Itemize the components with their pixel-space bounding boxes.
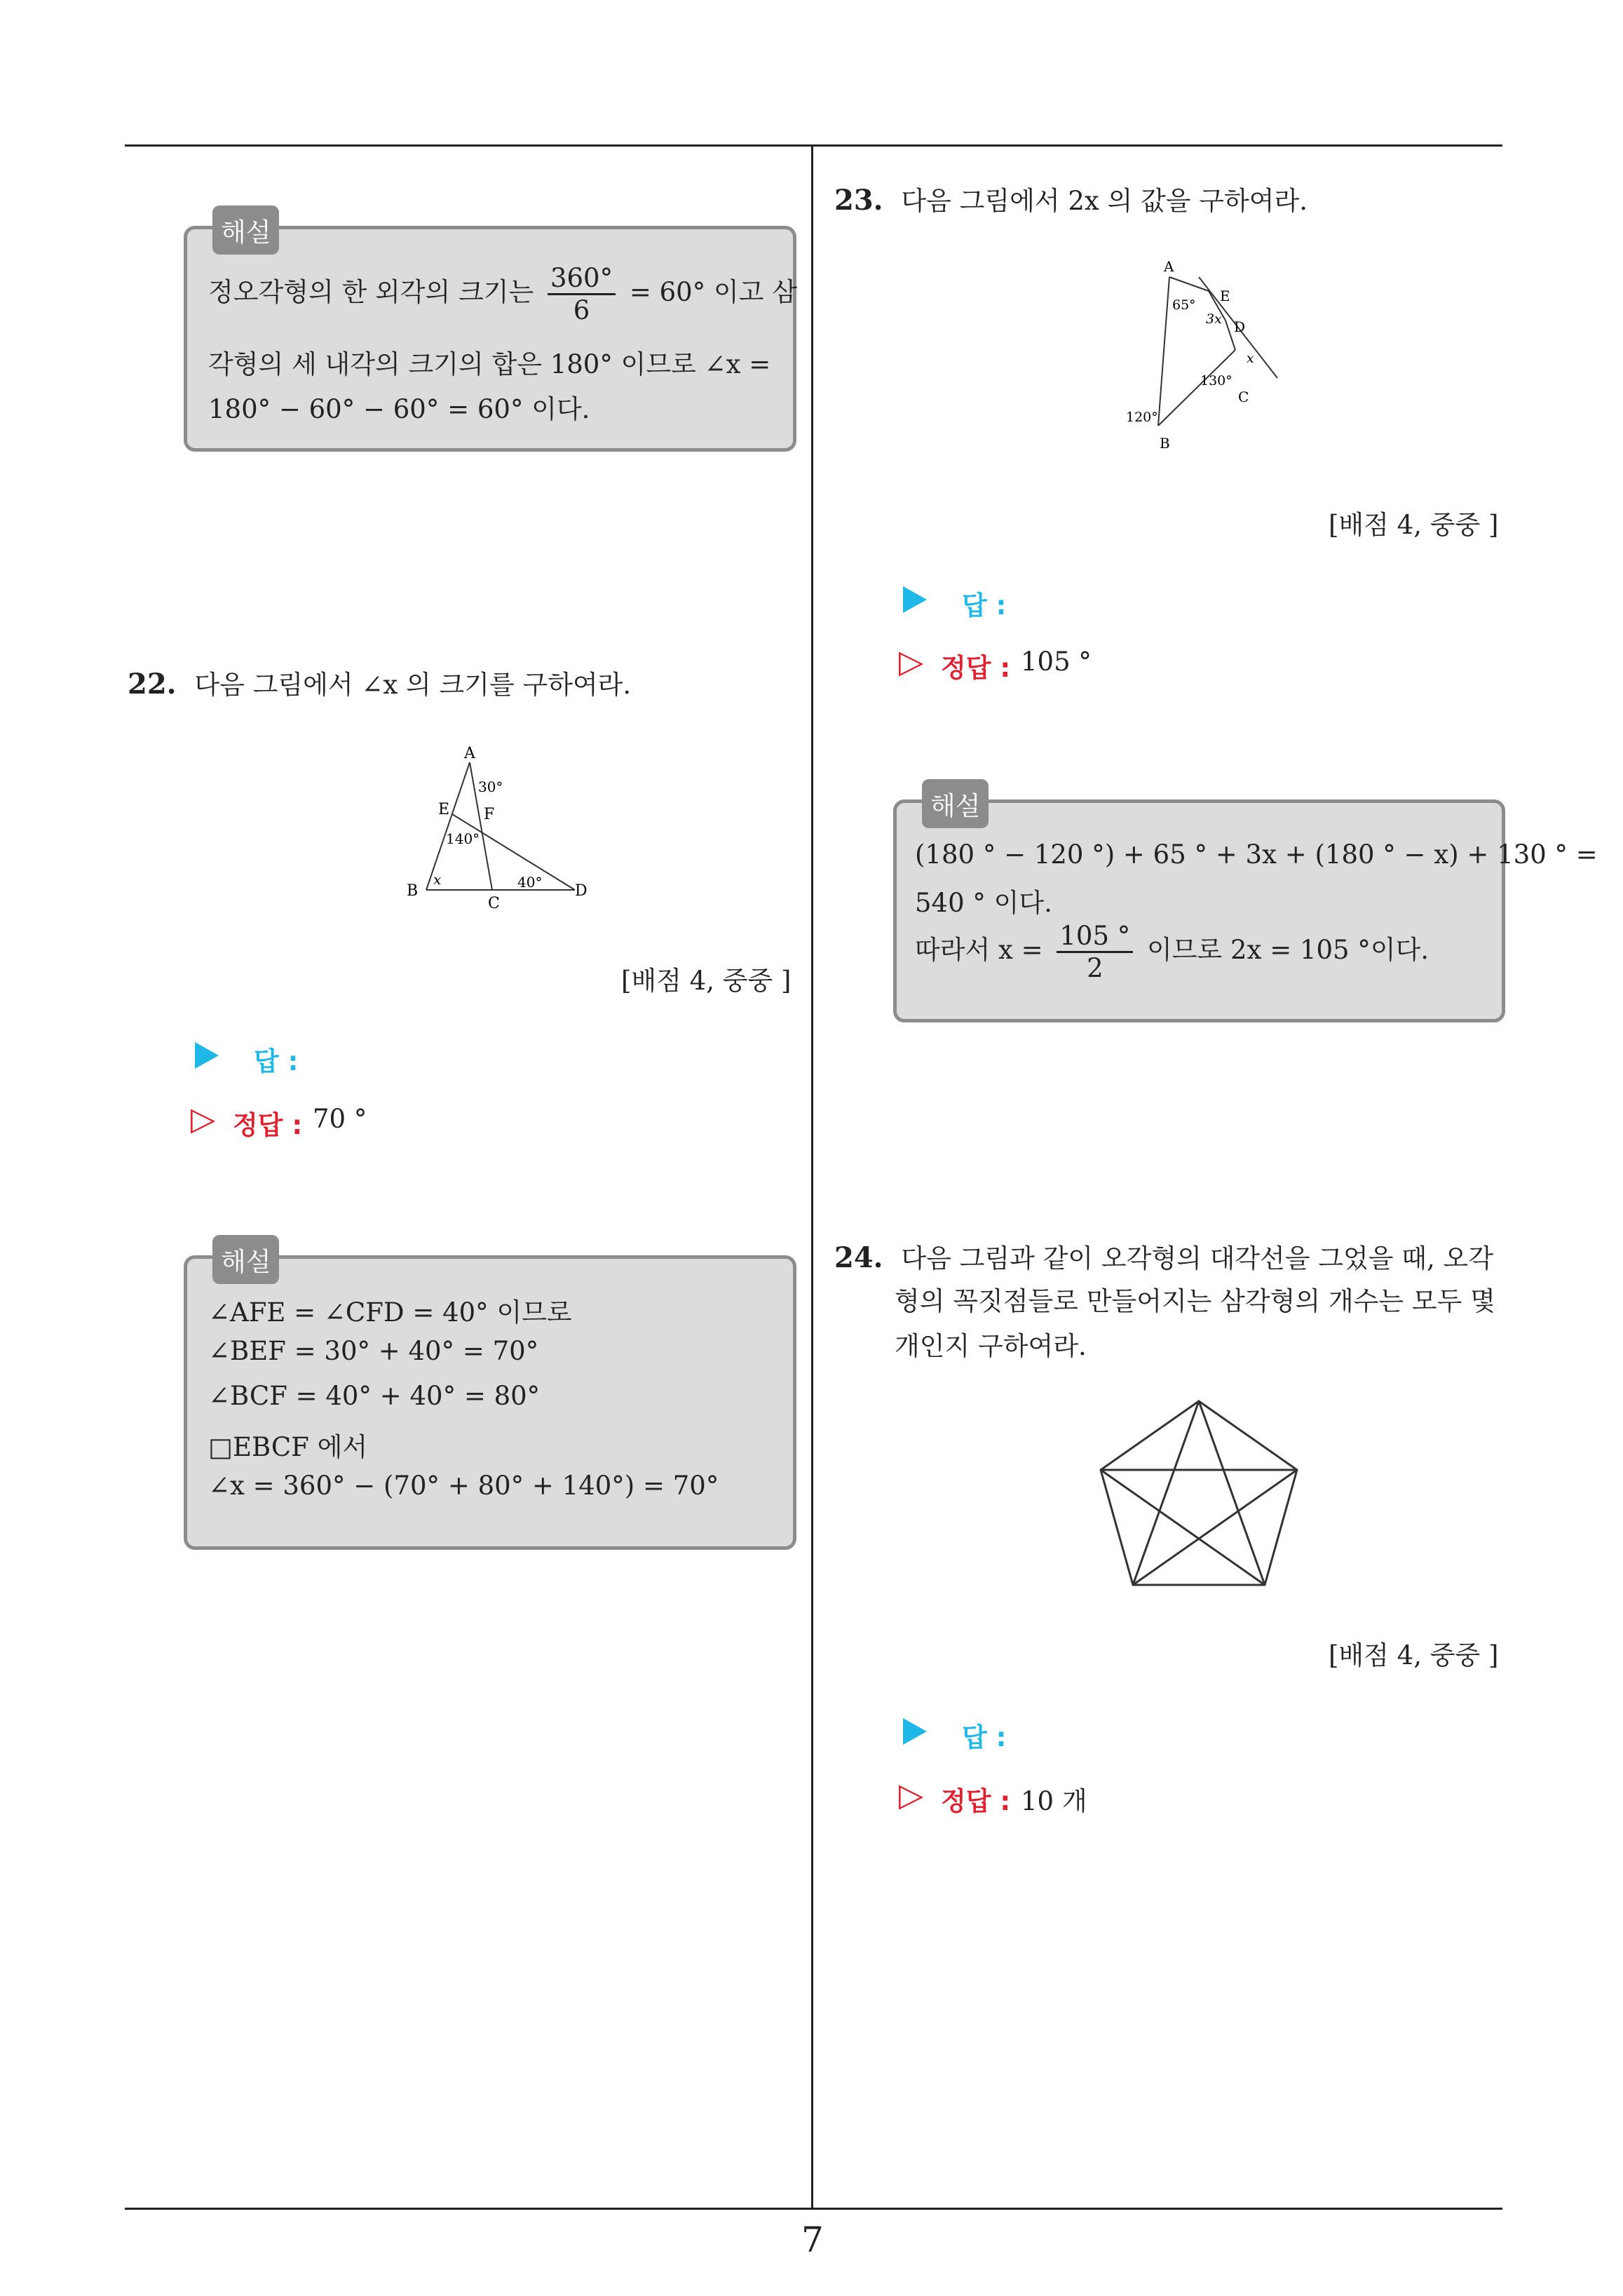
- solution-22-line: ∠BEF = 30° + 40° = 70°: [208, 1336, 539, 1366]
- correct-arrow-icon: ▷: [191, 1100, 216, 1137]
- correct-label: 정답 :: [941, 1786, 1011, 1816]
- label-D: D: [575, 882, 588, 900]
- question-22: [128, 668, 631, 701]
- solution-22-line: ∠BCF = 40° + 40° = 80°: [208, 1381, 541, 1411]
- label-D: D: [1234, 318, 1246, 335]
- figure-24-pentagon-diagonals: [1094, 1396, 1304, 1592]
- fraction-denominator: 2: [1087, 953, 1103, 983]
- question-number: 23.: [834, 184, 883, 217]
- solution-21-line-1: [208, 263, 797, 325]
- solution-21-fraction: [548, 263, 616, 325]
- angle-3x: 3x: [1206, 311, 1222, 327]
- page-number: 7: [801, 2220, 824, 2260]
- solution-box-21: [184, 217, 797, 452]
- correct-arrow-icon: ▷: [899, 642, 924, 680]
- label-B: B: [407, 882, 419, 900]
- fraction-numerator: 360°: [548, 263, 616, 295]
- label-B: B: [1160, 435, 1170, 452]
- angle-x: x: [1247, 351, 1254, 366]
- question-text: 다음 그림에서 ∠x 의 크기를 구하여라.: [194, 670, 632, 700]
- label-E: E: [438, 801, 450, 818]
- fraction-numerator: 105 °: [1057, 921, 1133, 953]
- solution-23-text-b: 이므로 2x = 105 °이다.: [1147, 935, 1430, 965]
- solution-box-22: [184, 1247, 796, 1550]
- solution-23-fraction: [1057, 921, 1133, 983]
- correct-value-22: 70 °: [313, 1104, 367, 1134]
- label-E: E: [1220, 288, 1230, 304]
- correct-value-24: 10 개: [1021, 1786, 1087, 1816]
- solution-21-text-b: = 60° 이고 삼: [629, 277, 797, 307]
- solution-box-23: [893, 791, 1598, 1022]
- question-24-line-3: 개인지 구하여라.: [895, 1331, 1087, 1361]
- question-number: 22.: [128, 668, 177, 701]
- answer-arrow-icon: [195, 1042, 219, 1069]
- answer-arrow-icon: [903, 586, 927, 613]
- correct-arrow-icon: ▷: [899, 1776, 924, 1814]
- correct-value-23: 105 °: [1021, 647, 1092, 677]
- label-A: A: [464, 745, 475, 762]
- correct-label: 정답 :: [233, 1110, 303, 1140]
- top-rule: [125, 144, 1502, 147]
- label-C: C: [1238, 389, 1249, 405]
- solution-21-line-2: 각형의 세 내각의 크기의 합은 180° 이므로 ∠x =: [208, 349, 771, 379]
- answer-label: 답 :: [254, 1046, 299, 1076]
- question-23: [834, 184, 1308, 217]
- answer-arrow-icon: [903, 1718, 927, 1745]
- question-24: [834, 1241, 1493, 1275]
- solution-22-line: ∠x = 360° − (70° + 80° + 140°) = 70°: [208, 1471, 719, 1501]
- question-number: 24.: [834, 1241, 883, 1274]
- angle-x: x: [433, 871, 442, 888]
- solution-tag: 해설: [922, 779, 989, 828]
- angle-65: 65°: [1172, 297, 1196, 313]
- solution-tag: 해설: [212, 205, 279, 255]
- bottom-rule: [125, 2208, 1502, 2210]
- angle-30: 30°: [478, 778, 503, 795]
- solution-23-line-2: 540 ° 이다.: [915, 888, 1052, 918]
- solution-23-line-3: [915, 921, 1429, 983]
- angle-40: 40°: [517, 874, 543, 891]
- solution-21-text-a: 정오각형의 한 외각의 크기는: [208, 277, 534, 307]
- score-22: [배점 4, 중중 ]: [621, 966, 792, 996]
- answer-label: 답 :: [962, 1722, 1007, 1753]
- label-F: F: [484, 806, 495, 823]
- answer-label: 답 :: [962, 590, 1007, 621]
- solution-23-text-a: 따라서 x =: [915, 935, 1043, 965]
- angle-120: 120°: [1126, 410, 1158, 425]
- figure-22-triangle: [400, 740, 596, 915]
- fraction-denominator: 6: [573, 295, 590, 325]
- correct-label: 정답 :: [941, 653, 1011, 683]
- angle-130: 130°: [1200, 373, 1232, 389]
- score-24: [배점 4, 중중 ]: [1329, 1640, 1499, 1670]
- question-24-line-2: 형의 꼭짓점들로 만들어지는 삼각형의 개수는 모두 몇: [895, 1286, 1495, 1316]
- label-A: A: [1164, 258, 1174, 275]
- question-text-line-1: 다음 그림과 같이 오각형의 대각선을 그었을 때, 오각: [901, 1243, 1494, 1274]
- solution-22-line: ∠AFE = ∠CFD = 40° 이므로: [208, 1297, 572, 1328]
- score-23: [배점 4, 중중 ]: [1329, 510, 1499, 540]
- column-divider: [811, 144, 813, 2209]
- solution-21-line-3: 180° − 60° − 60° = 60° 이다.: [208, 394, 590, 424]
- angle-140: 140°: [446, 830, 480, 847]
- label-C: C: [488, 895, 500, 912]
- solution-22-line: □EBCF 에서: [208, 1432, 368, 1462]
- solution-tag: 해설: [212, 1235, 279, 1284]
- figure-23-pentagon: [1115, 256, 1290, 459]
- solution-23-line-1: (180 ° − 120 °) + 65 ° + 3x + (180 ° − x) + 130 ° =: [915, 839, 1598, 870]
- question-text: 다음 그림에서 2x 의 값을 구하여라.: [901, 186, 1308, 216]
